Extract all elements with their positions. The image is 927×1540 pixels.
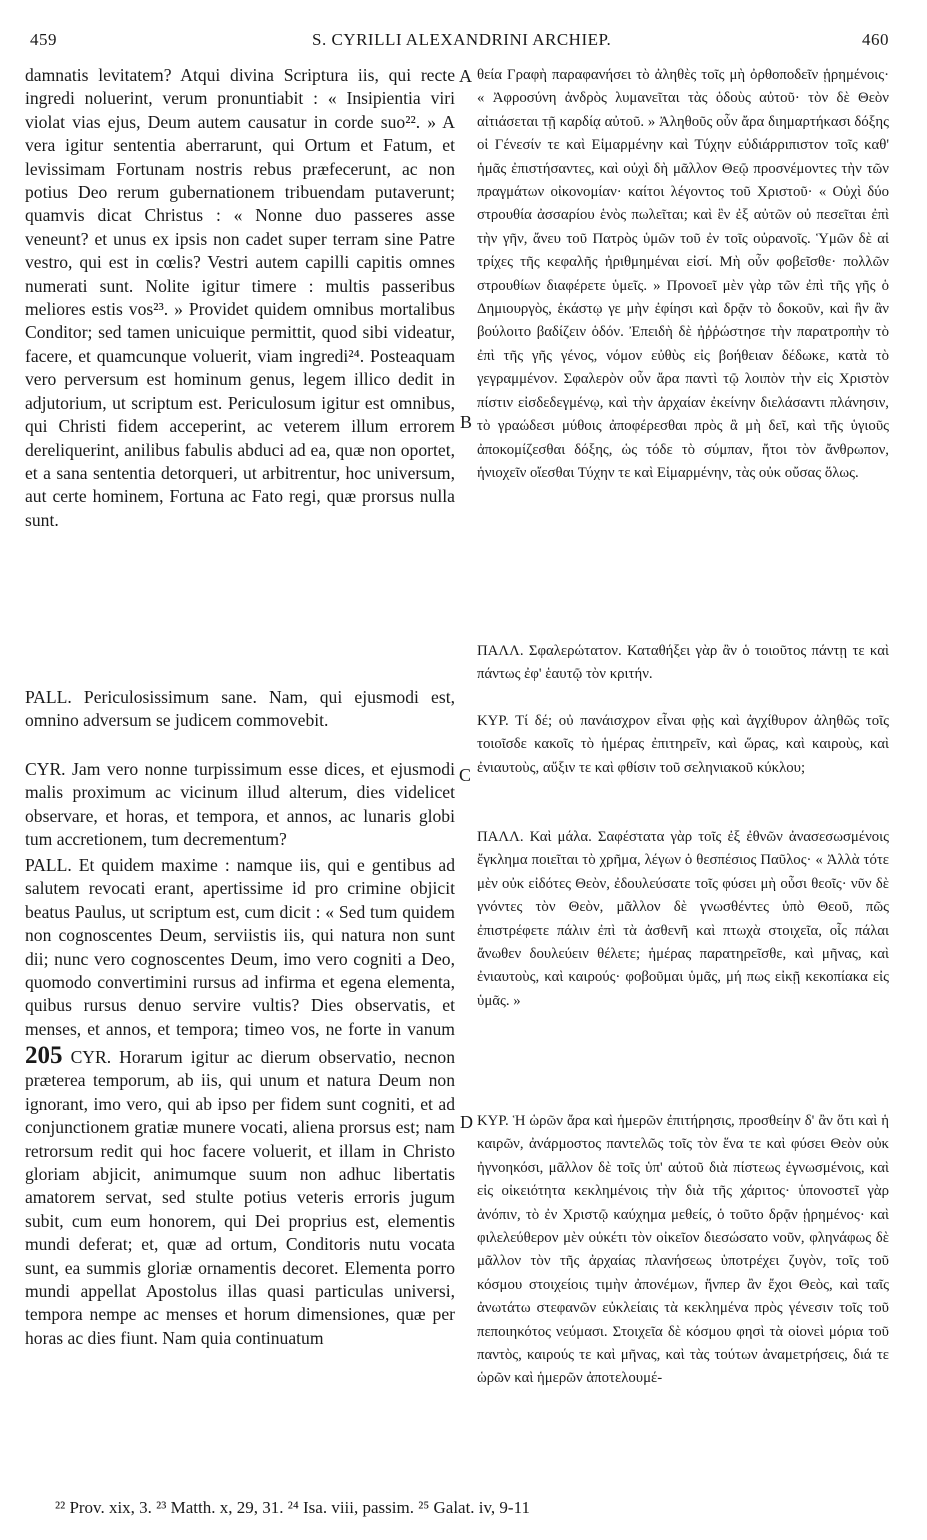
- latin-paragraph-3: CYR. Jam vero nonne turpissimum esse dices, et ejusmodi malis proximum ac vicinum illud alterum, dies videlicet observare, et horas, et tempora, et annos, ac lunaris globi tum accretionem, tum decrementum?: [25, 759, 455, 850]
- latin-column: [25, 64, 455, 1464]
- page-number-left: 459: [30, 30, 57, 49]
- greek-paragraph-3: ΚΥΡ. Τί δέ; οὐ πανάισχρον εἶναι φῂς καὶ ἀγχίθυρον ἀληθῶς τοῖς τοιοῖσδε κακοῖς τὸ ἡμέρας ἐπιτηρεῖν, καὶ ὥρας, καὶ καιροὺς, καὶ ἐνιαυτοὺς, αὔξιν τε καὶ φθίσιν τοῦ σεληνιακοῦ κύκλου;: [477, 713, 889, 776]
- greek-paragraph-4: ΠΑΛΛ. Καὶ μάλα. Σαφέστατα γὰρ τοῖς ἐξ ἐθνῶν ἀνασεσωσμένοις ἔγκλημα ποιεῖται τὸ χρῆμα, λέγων ὁ θεσπέσιος Παῦλος· « Ἀλλὰ τότε μὲν οὐκ εἰδότες Θεὸν, ἐδουλεύσατε τοῖς φύσει μὴ οὖσι θεοῖς· νῦν δὲ γνόντες τὸν Θεὸν, μᾶλλον δὲ γνωσθέντες ὑπὸ Θεοῦ, πῶς ἐπιστρέφετε πάλιν ἐπὶ τὰ ἀσθενῆ καὶ πτωχὰ στοιχεῖα, οἷς πάλαι ἄνωθεν δουλεύειν θέλετε; ἡμέρας παρατηρεῖσθε, καὶ μῆνας, καὶ ἐνιαυτοὺς, καὶ καιρούς· φοβοῦμαι ὑμᾶς, μή πως εἰκῇ κεκοπίακα εἰς ὑμᾶς. »: [477, 829, 889, 1009]
- latin-paragraph-5-text: CYR. Horarum igitur ac dierum observatio, necnon præterea temporum, ab iis, qui unum et natura Deum non ignorant, imo vero, qui ab ipso per fidem sunt cogniti, et ad conjunctionem gratiæ munere vocati, aliena prorsus est; nam retrorsum redit qui hoc facere voluerit, et illam in Christo gloriam abjicit, animumque suum non adhuc libertatis amatorem servat, sed stulte potius veteris erroris jugum subit, cum eum honorem, qui Dei proprius est, elementis mundi deferat; et, quæ ad ortum, Conditoris nutu vocata sunt, ea summis gloriæ ornamentis decoret. Elementa porro mundi appellat Apostolus illas quasi particulas universi, tempora nempe ac menses et horum dimensiones, quæ per horas ac dies fiunt. Nam quia continuatum: [25, 1047, 455, 1348]
- greek-paragraph-2: ΠΑΛΛ. Σφαλερώτατον. Καταθήξει γὰρ ἂν ὁ τοιοῦτος πάντῃ τε καὶ πάντως ἐφ' ἑαυτῷ τὸν κριτήν.: [477, 643, 889, 683]
- latin-paragraph-2: PALL. Periculosissimum sane. Nam, qui ejusmodi est, omnino adversum se judicem commovebit.: [25, 687, 455, 731]
- margin-letter-d: D: [460, 1112, 473, 1132]
- margin-letter-b: B: [460, 412, 473, 432]
- running-title: S. CYRILLI ALEXANDRINI ARCHIEP.: [312, 30, 612, 49]
- latin-paragraph-4: PALL. Et quidem maxime : namque iis, qui e gentibus ad salutem revocati erant, apertissime id pro crimine objicit beatus Paulus, ut scriptum est, cum dicit : « Sed tum quidem non cognoscentes Deum, serviistis iis, qui natura non sunt dii; nunc vero cognoscentes Deum, imo vero cogniti a Deo, quomodo convertimini rursus ad infirma et egena elementa, quibus rursus denuo servire vultis? Dies observatis, et menses, et annos, et tempora; timeo vos, ne forte in vanum: [25, 855, 455, 1039]
- greek-column: [477, 64, 889, 1530]
- footnotes: ²² Prov. xix, 3. ²³ Matth. x, 29, 31. ²⁴ Isa. viii, passim. ²⁵ Galat. iv, 9-11: [55, 1498, 530, 1517]
- section-number: 205: [25, 1044, 63, 1069]
- margin-letter-c: C: [459, 765, 472, 785]
- greek-paragraph-1: θεία Γραφὴ παραφανήσει τὸ ἀληθὲς τοῖς μὴ ὀρθοποδεῖν ᾑρημένοις· « Ἀφροσύνη ἀνδρὸς λυμανεῖται τὰς ὁδοὺς αὐτοῦ· τὸν δὲ Θεὸν αἰτιάσεται τῇ καρδίᾳ αὐτοῦ. » Ἀληθοῦς οὖν ἄρα διημαρτήκασι δόξης οἱ Γένεσίν τε καὶ Εἱμαρμένην καὶ Τύχην εὐδιάρριπιστον τοῖς καθ' ἡμᾶς ἐπιστήσαντες, καὶ οὐχὶ δὴ μᾶλλον Θεῷ προσνέμοντες τὴν τῶν πραγμάτων οἰκονομίαν· καίτοι λέγοντος τοῦ Χριστοῦ· « Οὐχὶ δύο στρουθία ἀσσαρίου ἑνὸς πωλεῖται; καὶ ἓν ἐξ αὐτῶν οὐ πεσεῖται ἐπὶ τὴν γῆν, ἄνευ τοῦ Πατρὸς ὑμῶν τοῦ ἐν τοῖς οὐρανοῖς. Ὑμῶν δὲ αἱ τρίχες τῆς κεφαλῆς ἠριθμημέναι εἰσί. Μὴ οὖν φοβεῖσθε· πολλῶν στρουθίων διαφέρετε ὑμεῖς. » Προνοεῖ μὲν γὰρ τῶν ἐπὶ τῆς γῆς ὁ Δημιουργὸς, ἑκάστῳ γε μὴν ἐφίησι καὶ δρᾷν τὸ δοκοῦν, καὶ ἣν ἂν βούλοιτο βαδίζειν ὁδόν. Ἐπειδὴ δὲ ἠῤῥώστησε τὴν παρατροπὴν τὸ ἐπὶ τῆς γῆς γένος, νόμον εὐθὺς εἰς βοήθειαν δέδωκε, κατὰ τὸ γεγραμμένον. Σφαλερὸν οὖν ἄρα παντὶ τῷ λοιπὸν τὴν εἰς Χριστὸν πίστιν εἰσδεδεγμένῳ, καὶ τὴν ἀρχαίαν ἐκείνην διελάσαντι πλάνησιν, τὸ γραώδεσι μύθοις ἀποφέρεσθαι πρὸς ἃ μὴ δεῖ, καὶ τῆς ὑγιοῦς ἀποκομίζεσθαι δόξης, ὡς τόδε τὸ σύμπαν, ἤτοι τὸν ἄνθρωπον, ἡνιοχεῖν οἴεσθαι Τύχην τε καὶ Εἱμαρμένην, τὰς οὐκ οὔσας ὅλως.: [477, 67, 889, 481]
- latin-paragraph-5: [25, 1044, 455, 1464]
- margin-letter-a: A: [459, 66, 472, 86]
- greek-paragraph-5: ΚΥΡ. Ἡ ὡρῶν ἄρα καὶ ἡμερῶν ἐπιτήρησις, προσθείην δ' ἂν ὅτι καὶ ἡ καιρῶν, ἀνάρμοστος παντελῶς τοῖς τὸν ἕνα τε καὶ φύσει Θεὸν οὐκ ἠγνοηκόσι, μᾶλλον δὲ τοῖς ὑπ' αὐτοῦ διὰ πίστεως ἐγνωσμένοις, καὶ εἰς οἰκειότητα κεκλημένοις τὴν διὰ τῆς χάριτος· ὑπονοστεῖ γὰρ ἀνόπιν, τὸ ἐν Χριστῷ καύχημα μεθείς, ὁ τοῦτο δρᾷν ᾑρημένος· καὶ φιλελεύθερον μὲν οὐκέτι τὸν οἰκεῖον διεσώσατο νοῦν, φληνάφως δὲ μᾶλλον τὸν τῆς ἀρχαίας πλανήσεως ὑποτρέχει ζυγὸν, τοῖς τοῦ κόσμου στοιχείοις τιμὴν ἀπονέμων, ἥνπερ ἂν ἔχοι Θεὸς, καὶ ταῖς ἀνωτάτω στεφανῶν εὐκλείαις τὰ κεκλημένα πρὸς γένεσιν τοῖς τοῦ πεποιηκότος νεύμασι. Στοιχεῖα δὲ κόσμου φησὶ τὰ οἱονεὶ μόρια τοῦ παντὸς, καιρούς τε καὶ μῆνας, καὶ τὰς τούτων ἀναμετρήσεις, διά τε ὡρῶν καὶ ἡμερῶν ἀποτελουμέ-: [477, 1113, 889, 1387]
- latin-paragraph-1: damnatis levitatem? Atqui divina Scriptura iis, qui recte ingredi noluerint, verum pronuntiabit : « Insipientia viri violat vias ejus, Deum autem causatur in corde suo²². » A vera igitur sententia aberrarunt, qui Ortum et Fatum, et levissimam Fortunam nostris rebus præfecerunt, ac non potius Deo rerum gubernationem tribuendam putaverunt; quamvis dicat Christus : « Nonne duo passeres asse veneunt? et unus ex ipsis non cadet super terram sine Patre vestro, qui est in cœlis? Vestri autem capilli capitis omnes numerati sunt. Nolite igitur timere : multis passeribus meliores estis vos²³. » Providet quidem omnibus mortalibus Conditor; sed tamen unicuique permittit, quod sibi videatur, facere, et quamcunque voluerit, viam ingredi²⁴. Posteaquam vero perversum est hominum genus, legem illico dedit in adjutorium, ut scriptum est. Periculosum igitur est omnibus, qui Christi fidem acceperint, ac veterem illum errorem dereliquerint, anilibus fabulis abduci ad ea, quæ non oportet, et a sana sententia detorqueri, ut arbitrentur, hoc universum, aut certe hominem, Fortuna ac Fato regi, quæ prorsus nulla sunt.: [25, 65, 455, 530]
- page-number-right: 460: [862, 30, 889, 49]
